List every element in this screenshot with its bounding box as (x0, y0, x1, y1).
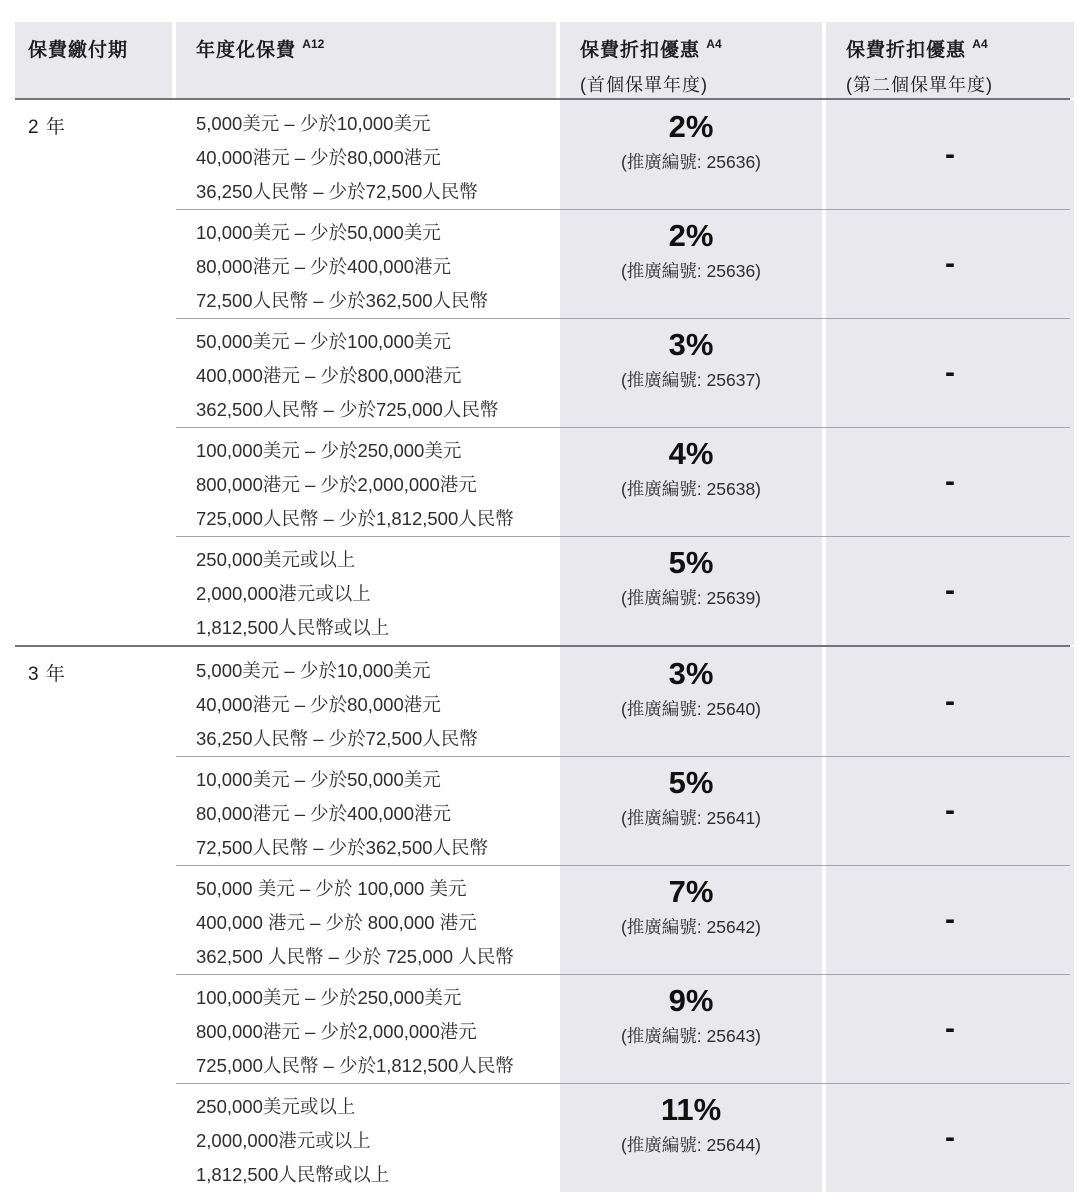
discount-percentage: 11% (660, 1092, 722, 1127)
premium-range-line: 10,000美元 – 少於50,000美元 (196, 222, 441, 243)
premium-range-line: 5,000美元 – 少於10,000美元 (196, 113, 431, 134)
premium-range-line: 72,500人民幣 – 少於362,500人民幣 (196, 290, 489, 311)
first-year-discount-cell (560, 865, 822, 974)
header-second-year-discount-label: 保費折扣優惠 (846, 40, 967, 61)
header-second-year-discount-footnote: A4 (972, 37, 988, 51)
premium-range-cell (176, 536, 556, 645)
premium-range-line: 50,000美元 – 少於100,000美元 (196, 331, 452, 352)
first-year-discount-cell (560, 1083, 822, 1192)
second-year-discount-cell (826, 318, 1074, 427)
table-row (15, 865, 1070, 974)
first-year-discount-cell (560, 209, 822, 318)
premium-discount-table (15, 22, 1070, 1192)
promo-code: (推廣編號: 25638) (620, 479, 762, 499)
period-cell (15, 865, 172, 974)
premium-range-line: 10,000美元 – 少於50,000美元 (196, 769, 441, 790)
discount-percentage: 7% (668, 874, 714, 909)
premium-range-line: 725,000人民幣 – 少於1,812,500人民幣 (196, 1055, 514, 1076)
period-cell (15, 647, 172, 756)
second-year-value: - (945, 246, 955, 280)
promo-code: (推廣編號: 25639) (620, 588, 762, 608)
promo-code: (推廣編號: 25636) (620, 152, 762, 172)
second-year-discount-cell (826, 647, 1074, 756)
header-first-year-discount-subtitle: (首個保單年度) (580, 75, 708, 95)
period-label: 2 年 (28, 117, 66, 138)
table-row (15, 756, 1070, 865)
table-row (15, 209, 1070, 318)
header-first-year-discount-footnote: A4 (706, 37, 722, 51)
discount-percentage: 5% (668, 545, 714, 580)
table-row (15, 536, 1070, 645)
premium-range-cell (176, 427, 556, 536)
premium-range-cell (176, 209, 556, 318)
period-cell (15, 1083, 172, 1192)
header-annualized-premium (176, 22, 556, 98)
premium-range-cell (176, 1083, 556, 1192)
first-year-discount-cell (560, 647, 822, 756)
premium-range-cell (176, 865, 556, 974)
second-year-discount-cell (826, 536, 1074, 645)
premium-range-line: 2,000,000港元或以上 (196, 1130, 371, 1151)
second-year-value: - (945, 1011, 955, 1045)
first-year-discount-cell (560, 100, 822, 209)
premium-range-line: 800,000港元 – 少於2,000,000港元 (196, 1021, 477, 1042)
promo-code: (推廣編號: 25643) (620, 1026, 762, 1046)
table-body (15, 98, 1070, 1192)
discount-percentage: 4% (668, 436, 714, 471)
premium-range-line: 80,000港元 – 少於400,000港元 (196, 256, 452, 277)
second-year-discount-cell (826, 974, 1074, 1083)
premium-range-line: 250,000美元或以上 (196, 1096, 356, 1117)
promo-code: (推廣編號: 25640) (620, 699, 762, 719)
premium-range-line: 100,000美元 – 少於250,000美元 (196, 987, 462, 1008)
second-year-discount-cell (826, 209, 1074, 318)
premium-range-line: 40,000港元 – 少於80,000港元 (196, 694, 441, 715)
premium-range-line: 1,812,500人民幣或以上 (196, 617, 390, 638)
first-year-discount-cell (560, 536, 822, 645)
premium-range-line: 80,000港元 – 少於400,000港元 (196, 803, 452, 824)
payment-period-section (15, 645, 1070, 1192)
second-year-discount-cell (826, 756, 1074, 865)
period-cell (15, 427, 172, 536)
second-year-discount-cell (826, 100, 1074, 209)
premium-range-line: 725,000人民幣 – 少於1,812,500人民幣 (196, 508, 514, 529)
second-year-discount-cell (826, 427, 1074, 536)
premium-range-cell (176, 100, 556, 209)
discount-percentage: 2% (668, 218, 714, 253)
header-second-year-discount-subtitle: (第二個保單年度) (846, 75, 993, 95)
period-cell (15, 318, 172, 427)
promo-code: (推廣編號: 25644) (620, 1135, 762, 1155)
discount-percentage: 3% (668, 327, 714, 362)
premium-range-line: 1,812,500人民幣或以上 (196, 1164, 390, 1185)
discount-percentage: 5% (668, 765, 714, 800)
period-cell (15, 756, 172, 865)
second-year-value: - (945, 902, 955, 936)
second-year-discount-cell (826, 1083, 1074, 1192)
table-row (15, 1083, 1070, 1192)
premium-range-cell (176, 756, 556, 865)
header-first-year-discount-label: 保費折扣優惠 (580, 40, 701, 61)
discount-percentage: 2% (668, 109, 714, 144)
premium-range-line: 362,500 人民幣 – 少於 725,000 人民幣 (196, 946, 514, 967)
first-year-discount-cell (560, 427, 822, 536)
table-row (15, 974, 1070, 1083)
table-row (15, 647, 1070, 756)
table-row (15, 427, 1070, 536)
premium-range-line: 100,000美元 – 少於250,000美元 (196, 440, 462, 461)
first-year-discount-cell (560, 974, 822, 1083)
discount-percentage: 9% (668, 983, 714, 1018)
period-cell (15, 536, 172, 645)
premium-range-line: 72,500人民幣 – 少於362,500人民幣 (196, 837, 489, 858)
period-cell (15, 100, 172, 209)
second-year-value: - (945, 137, 955, 171)
discount-percentage: 3% (668, 656, 714, 691)
header-second-year-discount (826, 22, 1074, 98)
premium-range-cell (176, 974, 556, 1083)
period-cell (15, 209, 172, 318)
premium-range-line: 40,000港元 – 少於80,000港元 (196, 147, 441, 168)
premium-range-line: 400,000港元 – 少於800,000港元 (196, 365, 462, 386)
first-year-discount-cell (560, 318, 822, 427)
premium-range-line: 36,250人民幣 – 少於72,500人民幣 (196, 728, 478, 749)
second-year-value: - (945, 573, 955, 607)
premium-range-line: 36,250人民幣 – 少於72,500人民幣 (196, 181, 478, 202)
premium-range-cell (176, 318, 556, 427)
header-payment-period-label: 保費繳付期 (28, 40, 129, 61)
period-cell (15, 974, 172, 1083)
premium-range-line: 400,000 港元 – 少於 800,000 港元 (196, 912, 477, 933)
table-header-row (15, 22, 1070, 98)
premium-range-line: 250,000美元或以上 (196, 549, 356, 570)
promo-code: (推廣編號: 25641) (620, 808, 762, 828)
promo-code: (推廣編號: 25637) (620, 370, 762, 390)
second-year-value: - (945, 464, 955, 498)
promo-code: (推廣編號: 25636) (620, 261, 762, 281)
premium-range-line: 5,000美元 – 少於10,000美元 (196, 660, 431, 681)
premium-range-cell (176, 647, 556, 756)
table-row (15, 318, 1070, 427)
second-year-discount-cell (826, 865, 1074, 974)
premium-range-line: 2,000,000港元或以上 (196, 583, 371, 604)
premium-range-line: 362,500人民幣 – 少於725,000人民幣 (196, 399, 499, 420)
premium-range-line: 800,000港元 – 少於2,000,000港元 (196, 474, 477, 495)
first-year-discount-cell (560, 756, 822, 865)
period-label: 3 年 (28, 664, 66, 685)
header-first-year-discount (560, 22, 822, 98)
second-year-value: - (945, 355, 955, 389)
second-year-value: - (945, 793, 955, 827)
header-annualized-premium-label: 年度化保費 (196, 40, 297, 61)
second-year-value: - (945, 684, 955, 718)
table-row (15, 100, 1070, 209)
premium-range-line: 50,000 美元 – 少於 100,000 美元 (196, 878, 467, 899)
header-annualized-premium-footnote: A12 (302, 37, 325, 51)
payment-period-section (15, 98, 1070, 645)
second-year-value: - (945, 1120, 955, 1154)
promo-code: (推廣編號: 25642) (620, 917, 762, 937)
header-payment-period (15, 22, 172, 98)
